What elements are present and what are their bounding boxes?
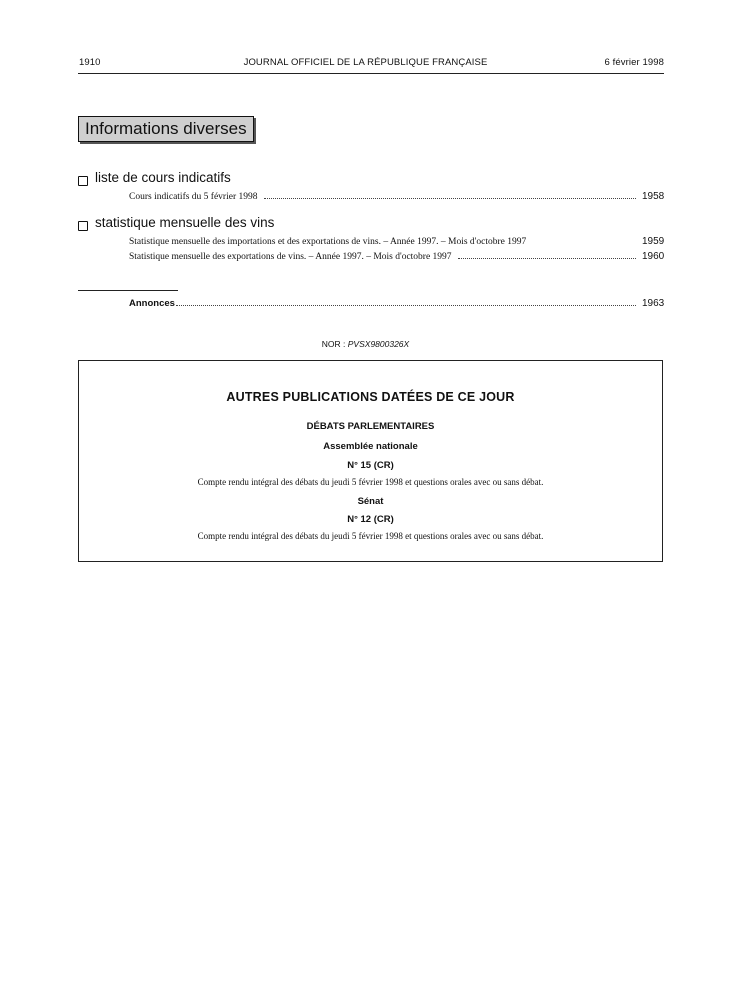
toc-entry-text: Statistique mensuelle des exportations de vins. – Année 1997. – Mois d'octobre 1997 xyxy=(129,252,452,262)
toc-entry-text: Statistique mensuelle des importations et des exportations de vins. – Année 1997. – Mois d'octobre 1997 xyxy=(129,237,527,247)
chamber-number: N° 12 (CR) xyxy=(347,514,394,525)
nor-label: NOR : xyxy=(321,339,346,349)
dot-leader xyxy=(458,258,636,259)
toc-entry-annonces[interactable] xyxy=(129,295,664,309)
chamber-name: Assemblée nationale xyxy=(323,441,418,452)
nor-reference xyxy=(0,339,731,349)
toc-entry[interactable] xyxy=(129,188,664,202)
chamber-description: Compte rendu intégral des débats du jeudi 5 février 1998 et questions orales avec ou sans débat. xyxy=(197,477,544,487)
annonces-label: Annonces xyxy=(129,298,175,309)
toc-entry-text: Cours indicatifs du 5 février 1998 xyxy=(129,192,258,202)
chamber-number: N° 15 (CR) xyxy=(347,460,394,471)
dot-leader xyxy=(264,198,637,199)
toc-entry[interactable] xyxy=(129,248,664,262)
annonces-page: 1963 xyxy=(642,298,665,309)
dot-leader xyxy=(176,305,636,306)
toc-entry-page: 1958 xyxy=(642,191,665,202)
category-title: liste de cours indicatifs xyxy=(95,170,231,185)
nor-code: PVSX9800326X xyxy=(347,339,410,349)
publications-subtitle: DÉBATS PARLEMENTAIRES xyxy=(306,421,435,432)
chamber-name: Sénat xyxy=(357,496,384,507)
chamber-description: Compte rendu intégral des débats du jeudi 5 février 1998 et questions orales avec ou sans débat. xyxy=(197,531,544,541)
category-title: statistique mensuelle des vins xyxy=(95,215,275,230)
checkbox-icon xyxy=(78,176,88,186)
publications-title: AUTRES PUBLICATIONS DATÉES DE CE JOUR xyxy=(226,390,515,404)
toc-entry-page: 1959 xyxy=(642,236,665,247)
toc-entry-page: 1960 xyxy=(642,251,665,262)
toc-entry[interactable] xyxy=(129,233,664,247)
header-date: 6 février 1998 xyxy=(604,57,664,68)
header-page-number: 1910 xyxy=(79,57,101,68)
checkbox-icon xyxy=(78,221,88,231)
header-journal-title: JOURNAL OFFICIEL DE LA RÉPUBLIQUE FRANÇAISE xyxy=(243,57,488,68)
section-title-box: Informations diverses xyxy=(78,116,254,142)
separator-rule xyxy=(78,290,178,291)
header-rule xyxy=(78,73,664,74)
